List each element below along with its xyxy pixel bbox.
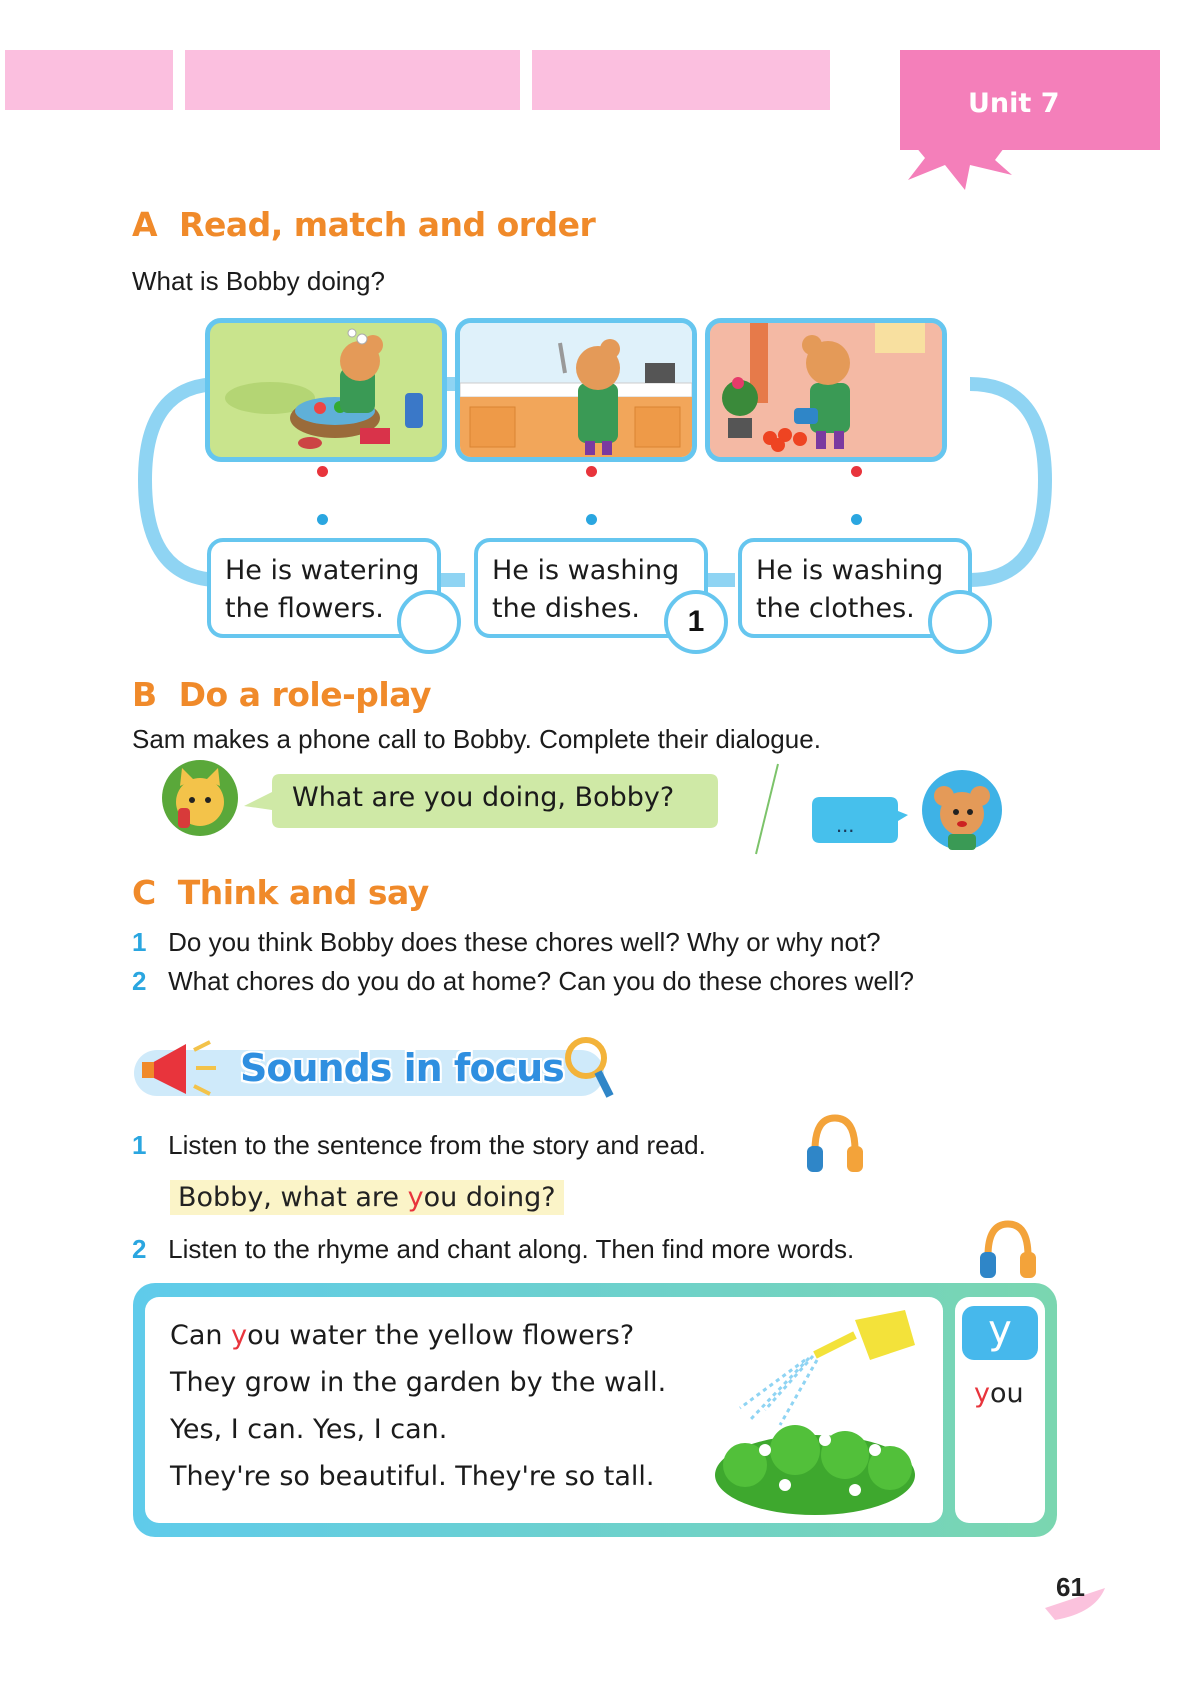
megaphone-icon <box>140 1030 230 1110</box>
section-a-question: What is Bobby doing? <box>132 266 385 296</box>
headphones-icon[interactable] <box>805 1110 865 1180</box>
match-dot-bottom[interactable] <box>317 514 328 525</box>
rhyme-line: Can you water the yellow flowers? <box>170 1320 635 1351</box>
question-2: 2 What chores do you do at home? Can you do these chores well? <box>132 966 914 996</box>
section-a-title: A Read, match and order <box>132 205 596 244</box>
sounds-item-2: 2 Listen to the rhyme and chant along. Then find more words. <box>132 1234 855 1264</box>
rhyme-line: They're so beautiful. They're so tall. <box>170 1461 655 1492</box>
section-c-title: C Think and say <box>132 873 429 912</box>
order-answer-circle[interactable] <box>928 590 992 654</box>
header-tab <box>5 50 173 110</box>
bobby-speech-text: ... <box>836 812 855 837</box>
magnifier-icon <box>560 1030 620 1110</box>
phone-line <box>752 762 782 857</box>
header-tab <box>532 50 830 110</box>
rhyme-line: They grow in the garden by the wall. <box>170 1367 667 1398</box>
page-number: 61 <box>1056 1572 1085 1602</box>
watering-can-flowers-icon <box>705 1300 940 1520</box>
ribbon-icon <box>900 140 1020 200</box>
match-dot-top[interactable] <box>851 466 862 477</box>
picture-washing-dishes <box>455 318 697 462</box>
bobby-mouse-avatar-icon <box>920 768 1004 852</box>
sam-speech-text: What are you doing, Bobby? <box>292 782 675 813</box>
match-dot-top[interactable] <box>317 466 328 477</box>
sounds-item-1: 1 Listen to the sentence from the story and read. <box>132 1130 706 1160</box>
order-answer-circle[interactable]: 1 <box>664 590 728 654</box>
section-b-title: B Do a role-play <box>132 675 431 714</box>
rhyme-line: Yes, I can. Yes, I can. <box>170 1414 448 1445</box>
match-dot-top[interactable] <box>586 466 597 477</box>
letter-card: y <box>962 1306 1038 1360</box>
sam-cat-avatar-icon <box>160 758 240 838</box>
sounds-banner-title: Sounds in focus <box>240 1046 564 1090</box>
header-tab <box>185 50 520 110</box>
speech-bubble-bobby <box>810 795 910 845</box>
story-sentence: Bobby, what are you doing? <box>170 1180 564 1215</box>
caption-text: He is watering the flowers. <box>225 555 420 624</box>
example-word: you <box>974 1378 1024 1409</box>
order-answer-circle[interactable] <box>397 590 461 654</box>
caption-text: He is washing the clothes. <box>756 555 944 624</box>
unit-label: Unit 7 <box>968 88 1060 119</box>
mouse-watering-flowers-icon <box>710 323 942 457</box>
mouse-washing-clothes-icon <box>210 323 442 457</box>
match-dot-bottom[interactable] <box>851 514 862 525</box>
picture-washing-clothes <box>205 318 447 462</box>
caption-text: He is washing the dishes. <box>492 555 680 624</box>
match-dot-bottom[interactable] <box>586 514 597 525</box>
headphones-icon[interactable] <box>978 1216 1038 1286</box>
section-b-instruction: Sam makes a phone call to Bobby. Complete their dialogue. <box>132 724 821 754</box>
question-1: 1 Do you think Bobby does these chores well? Why or why not? <box>132 927 881 957</box>
picture-watering-flowers <box>705 318 947 462</box>
mouse-washing-dishes-icon <box>460 323 692 457</box>
